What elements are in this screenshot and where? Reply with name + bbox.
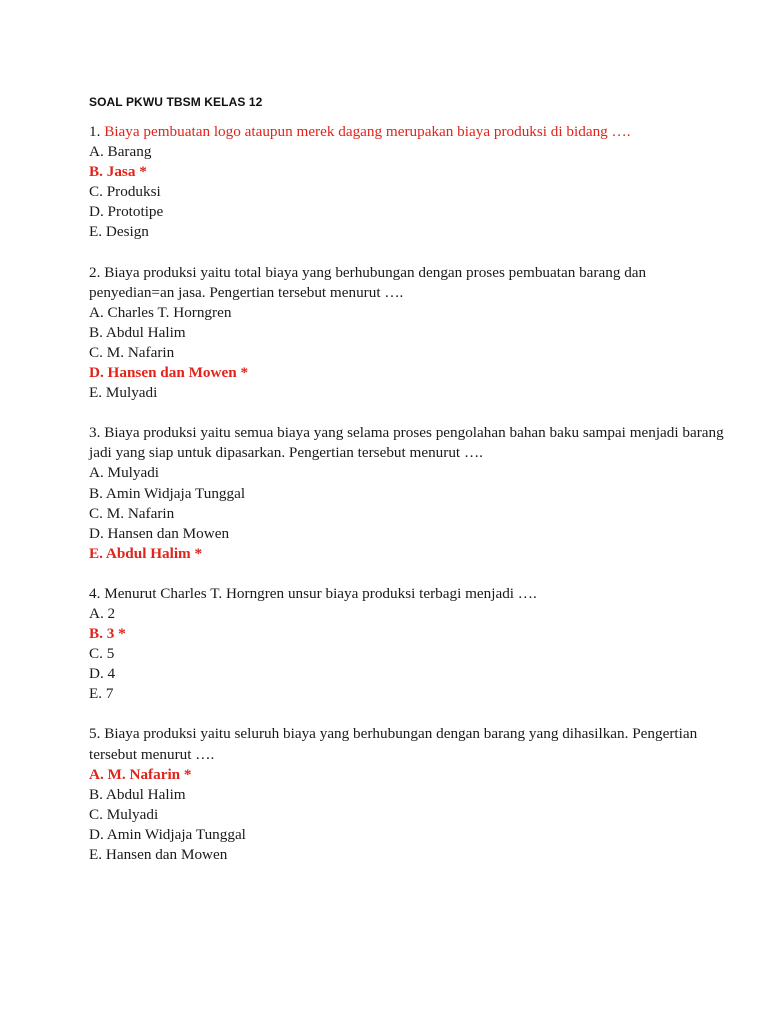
document-page	[89, 92, 729, 885]
question-1-option-c: C. Produksi	[89, 183, 161, 201]
question-3-option-e-correct: E. Abdul Halim *	[89, 544, 203, 562]
question-3-option-b: B. Amin Widjaja Tunggal	[89, 484, 246, 502]
question-1-option-e: E. Design	[89, 223, 149, 241]
question-5	[89, 724, 729, 865]
question-5-option-e: E. Hansen dan Mowen	[89, 846, 228, 863]
question-1-option-a: A. Barang	[89, 143, 152, 161]
question-5-option-c: C. Mulyadi	[89, 805, 159, 823]
question-4-option-d: D. 4	[89, 665, 116, 683]
question-4-line	[89, 584, 729, 604]
question-3-number: 3.	[89, 424, 101, 442]
question-1-line	[89, 122, 729, 142]
question-5-text: Biaya produksi yaitu seluruh biaya yang berhubungan dengan barang yang dihasilkan. Pengertian tersebut menurut ….	[89, 725, 698, 763]
question-4-option-b-correct: B. 3 *	[89, 625, 126, 643]
question-5-option-b: B. Abdul Halim	[89, 785, 186, 803]
question-4-text: Menurut Charles T. Horngren unsur biaya produksi terbagi menjadi ….	[104, 584, 537, 602]
question-1-number: 1.	[89, 123, 101, 140]
question-2-text: Biaya produksi yaitu total biaya yang berhubungan dengan proses pembuatan barang dan penyedian=an jasa. Pengertian tersebut menurut ….	[89, 263, 647, 301]
question-4-option-e: E. 7	[89, 685, 114, 703]
question-3-option-d: D. Hansen dan Mowen	[89, 524, 230, 542]
question-1	[89, 122, 729, 243]
question-3-text: Biaya produksi yaitu semua biaya yang selama proses pengolahan bahan baku sampai menjadi barang jadi yang siap untuk dipasarkan. Pengertian tersebut menurut ….	[89, 424, 724, 462]
question-1-text: Biaya pembuatan logo ataupun merek dagang merupakan biaya produksi di bidang ….	[104, 123, 631, 140]
question-4-option-c: C. 5	[89, 645, 115, 663]
question-1-option-d: D. Prototipe	[89, 203, 164, 221]
question-2-line	[89, 263, 729, 303]
question-4-number: 4.	[89, 584, 101, 602]
question-5-option-a-correct: A. M. Nafarin *	[89, 765, 192, 783]
question-5-option-d: D. Amin Widjaja Tunggal	[89, 825, 246, 843]
question-2-option-e: E. Mulyadi	[89, 384, 158, 402]
question-4	[89, 584, 729, 705]
question-3	[89, 423, 729, 564]
question-2-option-b: B. Abdul Halim	[89, 323, 186, 341]
question-5-number: 5.	[89, 725, 101, 743]
question-3-option-a: A. Mulyadi	[89, 464, 160, 482]
question-5-line	[89, 724, 729, 764]
question-4-option-a: A. 2	[89, 604, 116, 622]
question-2	[89, 263, 729, 404]
question-3-line	[89, 423, 729, 463]
question-2-option-a: A. Charles T. Horngren	[89, 303, 232, 321]
question-2-option-c: C. M. Nafarin	[89, 343, 175, 361]
document-title: SOAL PKWU TBSM KELAS 12	[89, 95, 263, 109]
question-3-option-c: C. M. Nafarin	[89, 504, 175, 522]
question-1-option-b-correct: B. Jasa *	[89, 163, 147, 181]
question-2-number: 2.	[89, 263, 101, 281]
question-2-option-d-correct: D. Hansen dan Mowen *	[89, 364, 249, 382]
